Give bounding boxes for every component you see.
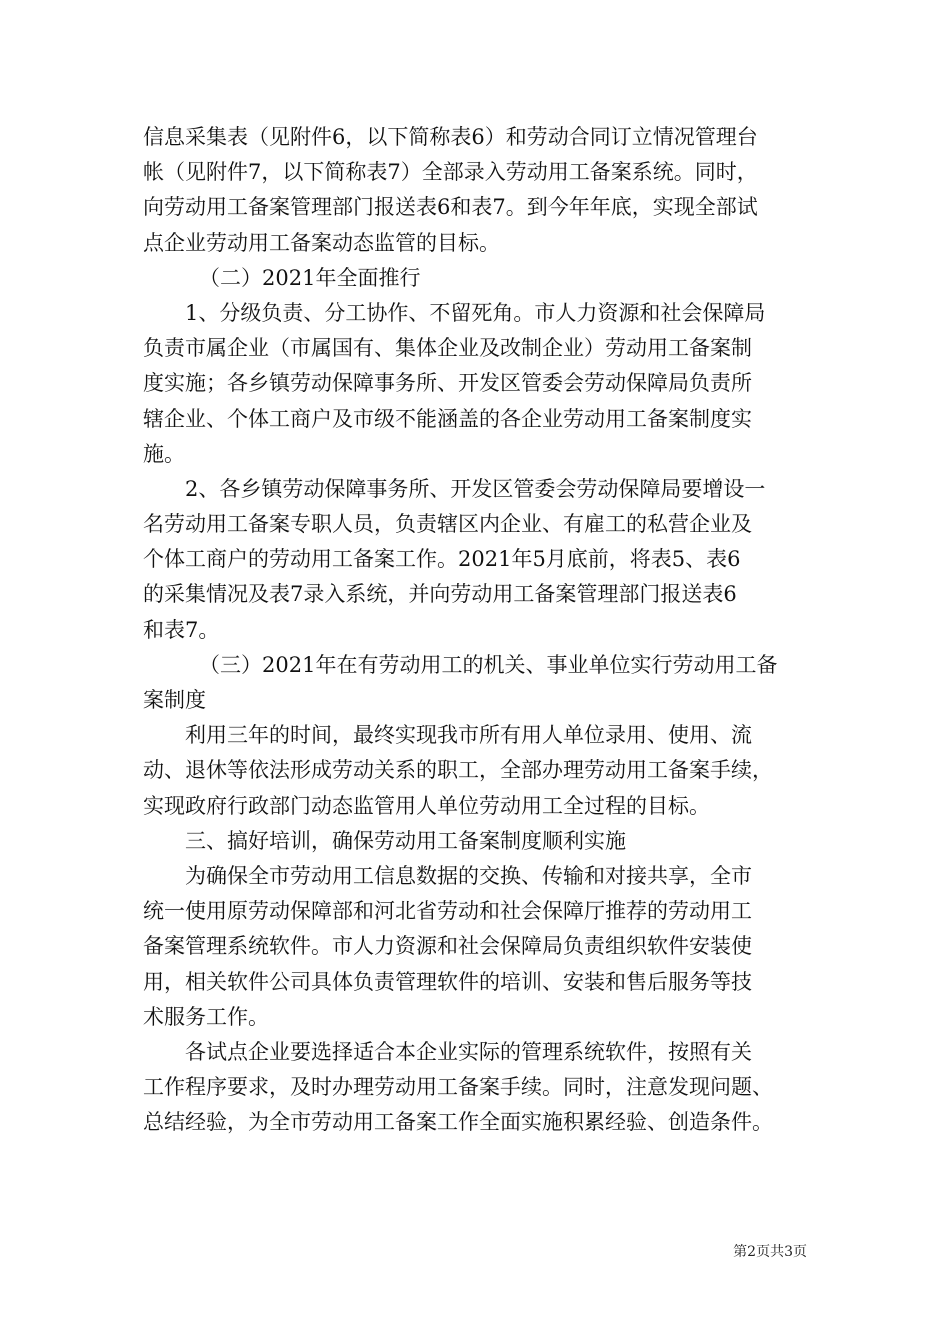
text-line: 名劳动用工备案专职人员，负责辖区内企业、有雇工的私营企业及 [143, 512, 752, 537]
text-line: 2、各乡镇劳动保障事务所、开发区管委会劳动保障局要增设一 [185, 476, 766, 501]
text-line: 动、退休等依法形成劳动关系的职工，全部办理劳动用工备案手续， [143, 758, 773, 783]
text-line: 的采集情况及表7录入系统，并向劳动用工备案管理部门报送表6 [143, 582, 737, 607]
text-line: 备案管理系统软件。市人力资源和社会保障局负责组织软件安装使 [143, 934, 752, 959]
text-line: 实现政府行政部门动态监管用人单位劳动用工全过程的目标。 [143, 793, 710, 818]
text-line: 利用三年的时间，最终实现我市所有用人单位录用、使用、流 [185, 723, 752, 748]
section-heading: （三）2021年在有劳动用工的机关、事业单位实行劳动用工备 [199, 652, 778, 677]
text-line: 各试点企业要选择适合本企业实际的管理系统软件，按照有关 [185, 1039, 752, 1064]
section-heading: （二）2021年全面推行 [199, 265, 421, 290]
text-line: 点企业劳动用工备案动态监管的目标。 [143, 230, 500, 255]
section-heading-continued: 案制度 [143, 688, 206, 712]
text-line: 负责市属企业（市属国有、集体企业及改制企业）劳动用工备案制 [143, 336, 752, 361]
text-line: 帐（见附件7，以下简称表7）全部录入劳动用工备案系统。同时， [143, 160, 758, 185]
text-line: 信息采集表（见附件6，以下简称表6）和劳动合同订立情况管理台 [143, 125, 758, 149]
text-line: 统一使用原劳动保障部和河北省劳动和社会保障厅推荐的劳动用工 [143, 899, 752, 924]
text-line: 和表7。 [143, 617, 220, 642]
page-number: 第2页共3页 [733, 1244, 807, 1260]
text-line: 1、分级负责、分工协作、不留死角。市人力资源和社会保障局 [185, 300, 766, 325]
text-line: 个体工商户的劳动用工备案工作。2021年5月底前，将表5、表6 [143, 547, 741, 572]
document-body [143, 120, 807, 1140]
text-line: 工作程序要求，及时办理劳动用工备案手续。同时，注意发现问题、 [143, 1075, 773, 1100]
text-line: 辖企业、个体工商户及市级不能涵盖的各企业劳动用工备案制度实 [143, 406, 752, 431]
section-heading: 三、搞好培训，确保劳动用工备案制度顺利实施 [185, 828, 626, 853]
text-line: 度实施；各乡镇劳动保障事务所、开发区管委会劳动保障局负责所 [143, 371, 752, 396]
text-line: 施。 [143, 441, 185, 466]
text-line: 用，相关软件公司具体负责管理软件的培训、安装和售后服务等技 [143, 969, 752, 994]
text-line: 总结经验，为全市劳动用工备案工作全面实施积累经验、创造条件。 [143, 1110, 773, 1135]
text-line: 术服务工作。 [143, 1004, 269, 1029]
text-line: 向劳动用工备案管理部门报送表6和表7。到今年年底，实现全部试 [143, 195, 758, 220]
text-line: 为确保全市劳动用工信息数据的交换、传输和对接共享，全市 [185, 863, 752, 888]
